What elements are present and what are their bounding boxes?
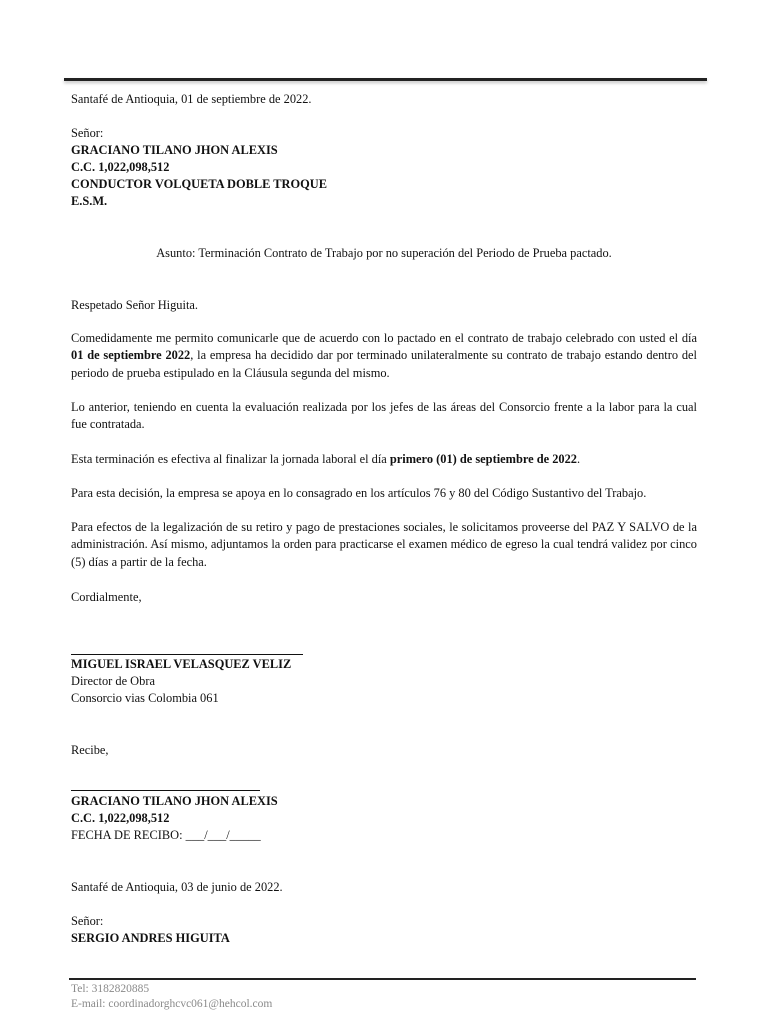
recipient-esm: E.S.M. [71,194,108,208]
recipient-position: CONDUCTOR VOLQUETA DOBLE TROQUE [71,177,327,191]
receipt-label: Recibe, [71,743,109,757]
signer-name: MIGUEL ISRAEL VELASQUEZ VELIZ [71,657,292,671]
paragraph-4: Para esta decisión, la empresa se apoya en lo consagrado en los artículos 76 y 80 del Código Sustantivo del Trabajo. [71,486,647,500]
receipt-date-field: FECHA DE RECIBO: ___/___/_____ [71,828,261,842]
subject-line: Asunto: Terminación Contrato de Trabajo por no superación del Periodo de Prueba pactado. [156,246,612,260]
paragraph-3-date: primero (01) de septiembre de 2022 [389,452,577,466]
receiver-id: C.C. 1,022,098,512 [71,811,170,825]
salutation-to: Señor: [71,126,104,140]
letter-date: Santafé de Antioquia, 01 de septiembre de 2022. [71,92,312,106]
closing: Cordialmente, [71,590,142,604]
footer-phone: Tel: 3182820885 [71,983,150,995]
paragraph-1-text-b: , la empresa ha decidido dar por terminado unilateralmente su contrato de trabajo estando dentro del periodo de prueba estipulado en la Cláusula segunda del mismo. [71,348,697,380]
receipt-signature-line [71,790,260,791]
header-rule [64,78,707,81]
paragraph-2: Lo anterior, teniendo en cuenta la evaluación realizada por los jefes de las áreas del Consorcio frente a la labor para la cual fue contratada. [71,400,697,432]
paragraph-3-text-b: . [577,452,581,466]
paragraph-1 [71,330,697,382]
signature-line [71,654,303,655]
letter2-recipient-name: SERGIO ANDRES HIGUITA [71,931,230,945]
paragraph-3-text-a: Esta terminación es efectiva al finalizar la jornada laboral el día [71,452,390,466]
signer-title: Director de Obra [71,674,155,688]
recipient-name: GRACIANO TILANO JHON ALEXIS [71,143,278,157]
footer-rule [69,978,696,980]
receiver-name: GRACIANO TILANO JHON ALEXIS [71,794,278,808]
greeting: Respetado Señor Higuita. [71,298,198,312]
paragraph-1-text-a: Comedidamente me permito comunicarle que de acuerdo con lo pactado en el contrato de trabajo celebrado con usted el día [71,331,697,345]
paragraph-1-date: 01 de septiembre 2022 [71,348,191,363]
letter2-date: Santafé de Antioquia, 03 de junio de 2022. [71,880,283,894]
letter2-salutation-to: Señor: [71,914,104,928]
paragraph-3 [71,451,697,468]
recipient-id: C.C. 1,022,098,512 [71,160,170,174]
paragraph-5: Para efectos de la legalización de su retiro y pago de prestaciones sociales, le solicitamos proveerse del PAZ Y SALVO de la administración. Así mismo, adjuntamos la orden para practicarse el examen médico de egreso la cual tendrá validez por cinco (5) días a partir de la fecha. [71,520,697,569]
signer-company: Consorcio vias Colombia 061 [71,691,219,705]
footer-email: E-mail: coordinadorghcvc061@hehcol.com [71,998,273,1010]
